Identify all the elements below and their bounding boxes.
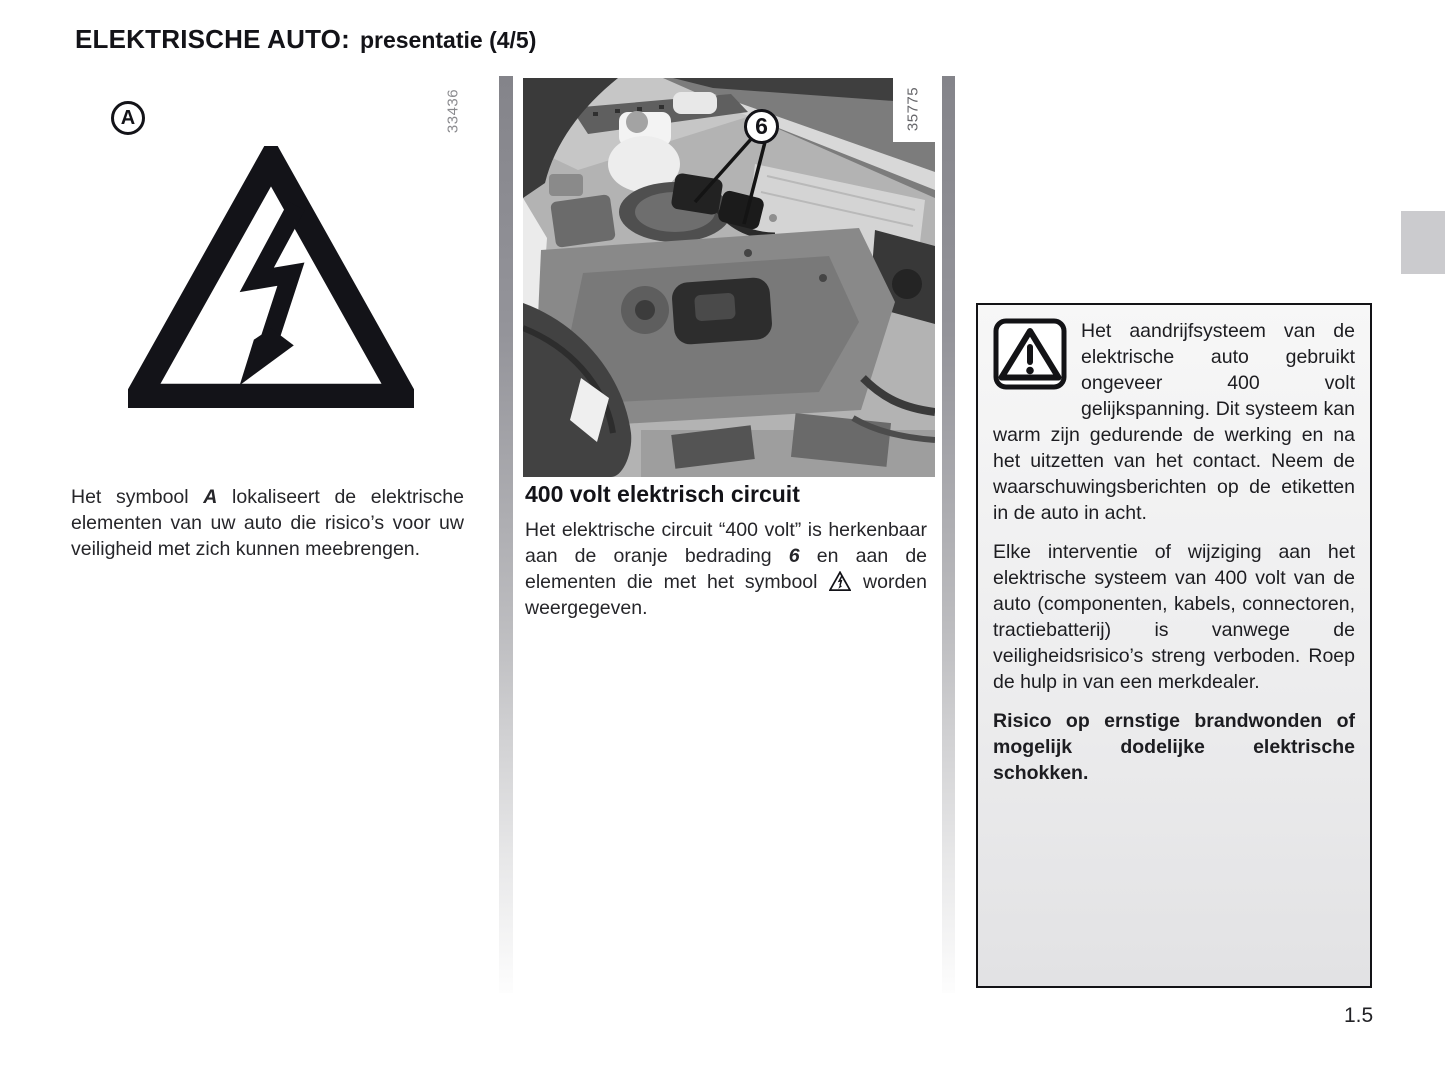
engine-bay-photo xyxy=(523,78,935,477)
figure-number-35775: 35775 xyxy=(904,86,922,132)
callout-6-label: 6 xyxy=(755,113,768,139)
separator-bar-right xyxy=(942,76,955,993)
warning-paragraph-1-text: Het aandrijfsysteem van de elektrische auto gebruikt ongeveer 400 volt gelijkspanning. Dit systeem kan warm zijn gedurende de werking en na het uitzetten van het contact. Neem de waarschuwingsberichten op de etiketten in de auto in acht. xyxy=(993,320,1355,524)
inline-high-voltage-triangle-icon xyxy=(829,571,851,591)
separator-bar-left xyxy=(499,76,513,993)
page-title-sub: presentatie (4/5) xyxy=(359,27,537,53)
warning-paragraph-2: Elke interventie of wijziging aan het elektrische systeem van 400 volt van de auto (componenten, kabels, connectoren, tractiebatterij) is vanwege de veiligheidsrisico’s streng verboden. Roep de hulp in van een merkdealer. xyxy=(993,541,1355,693)
marker-a-badge xyxy=(111,101,145,135)
marker-a-label: A xyxy=(120,106,136,129)
section-body-part2: en aan de elementen die met het symbool xyxy=(525,545,928,593)
chapter-side-tab xyxy=(1401,211,1445,274)
high-voltage-triangle-icon xyxy=(128,146,414,408)
section-heading: 400 volt elektrisch circuit xyxy=(525,481,800,507)
figure-number-33436: 33436 xyxy=(444,88,462,134)
callout-6-badge xyxy=(744,109,779,144)
warning-paragraph-1 xyxy=(993,318,1355,526)
page-number: 1.5 xyxy=(1344,1004,1374,1027)
section-body-callout-ref: 6 xyxy=(788,545,800,567)
page-title-main: ELEKTRISCHE AUTO: xyxy=(75,24,350,54)
warning-box xyxy=(976,303,1372,988)
left-caption-marker: A xyxy=(203,486,218,508)
left-caption xyxy=(71,484,464,562)
section-body-part1: Het elektrische circuit “400 volt” is herkenbaar aan de oranje bedrading xyxy=(525,519,927,567)
page-title xyxy=(75,24,536,55)
section-body xyxy=(525,517,927,621)
left-caption-before: Het symbool xyxy=(71,486,204,508)
warning-triangle-icon xyxy=(993,318,1081,422)
section-body-part3: worden weergegeven. xyxy=(525,571,927,619)
engine-bay-photo-illustration xyxy=(523,78,935,477)
left-caption-after: lokaliseert de elektrische elementen van uw auto die risico’s voor uw veiligheid met zich kunnen meebrengen. xyxy=(71,486,464,560)
warning-paragraph-3: Risico op ernstige brandwonden of mogelijk dodelijke elektrische schokken. xyxy=(993,710,1355,784)
